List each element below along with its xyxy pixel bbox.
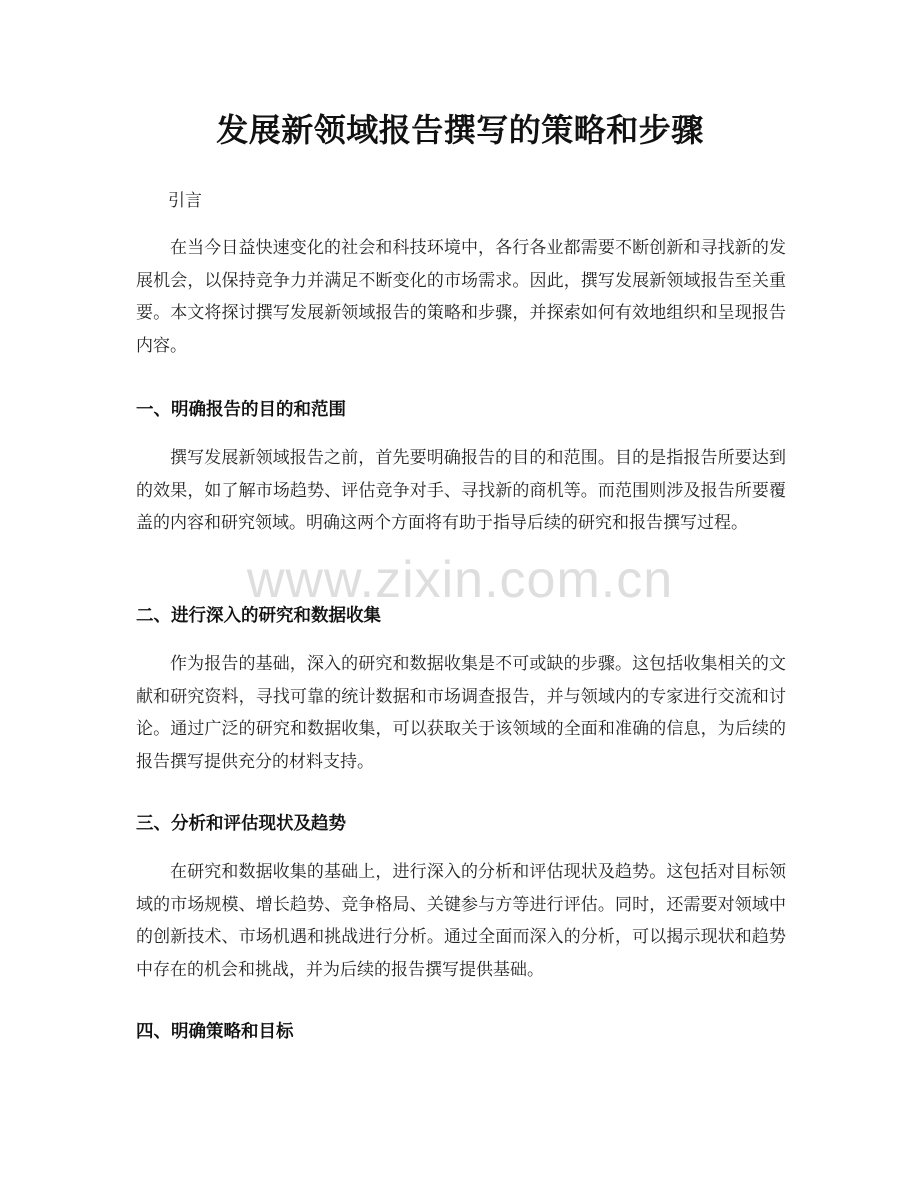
section-heading-1: 一、明确报告的目的和范围 — [136, 400, 346, 420]
watermark-text: www.zixin.com.cn — [246, 551, 674, 609]
intro-label: 引言 — [168, 191, 202, 211]
document-title: 发展新领域报告撰写的策略和步骤 — [216, 111, 704, 149]
intro-paragraph: 在当今日益快速变化的社会和科技环境中，各行各业都需要不断创新和寻找新的发展机会，以保持竞争力并满足不断变化的市场需求。因此，撰写发展新领域报告至关重要。本文将探讨撰写发展新领域报告的策略和步骤，并探索如何有效地组织和呈现报告内容。 — [136, 238, 786, 356]
section-paragraph-2: 作为报告的基础，深入的研究和数据收集是不可或缺的步骤。这包括收集相关的文献和研究资料，寻找可靠的统计数据和市场调查报告，并与领域内的专家进行交流和讨论。通过广泛的研究和数据收集，可以获取关于该领域的全面和准确的信息，为后续的报告撰写提供充分的材料支持。 — [136, 654, 786, 772]
section-heading-2: 二、进行深入的研究和数据收集 — [136, 606, 381, 626]
section-paragraph-1: 撰写发展新领域报告之前，首先要明确报告的目的和范围。目的是指报告所要达到的效果，如了解市场趋势、评估竞争对手、寻找新的商机等。而范围则涉及报告所要覆盖的内容和研究领域。明确这两个方面将有助于指导后续的研究和报告撰写过程。 — [136, 448, 786, 533]
section-heading-3: 三、分析和评估现状及趋势 — [136, 814, 346, 834]
section-paragraph-3: 在研究和数据收集的基础上，进行深入的分析和评估现状及趋势。这包括对目标领域的市场规模、增长趋势、竞争格局、关键参与方等进行评估。同时，还需要对领域中的创新技术、市场机遇和挑战进行分析。通过全面而深入的分析，可以揭示现状和趋势中存在的机会和挑战，并为后续的报告撰写提供基础。 — [136, 862, 786, 980]
section-heading-4: 四、明确策略和目标 — [136, 1022, 294, 1042]
